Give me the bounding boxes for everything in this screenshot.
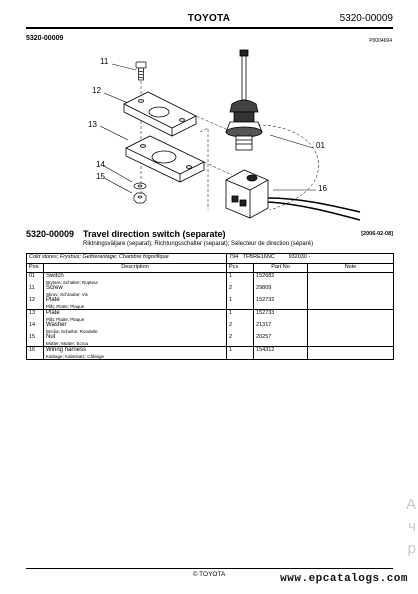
header-note: Note bbox=[308, 264, 394, 273]
row-note bbox=[308, 310, 394, 323]
row-qty: 2 bbox=[227, 334, 254, 347]
rows-block-c bbox=[27, 347, 394, 360]
row-translations: Mutter; Mutter; Ecrou bbox=[46, 341, 89, 346]
row-part-no: 154312 bbox=[254, 347, 308, 360]
row-name: Wiring harness bbox=[46, 347, 87, 353]
row-note bbox=[308, 297, 394, 310]
row-name: Plate bbox=[46, 310, 60, 316]
header-qty: Pcs bbox=[227, 264, 254, 273]
row-translations: Bricka; Scheibe; Rondelle bbox=[46, 329, 98, 334]
row-pos: 13 bbox=[27, 310, 44, 323]
callout-12: 12 bbox=[92, 86, 101, 95]
row-desc bbox=[44, 322, 227, 334]
group-row bbox=[27, 254, 394, 264]
callout-16: 16 bbox=[318, 184, 327, 193]
revision-date: [2006-02-08] bbox=[361, 231, 393, 237]
upper-plate-part bbox=[124, 92, 196, 136]
row-name: Plate bbox=[46, 297, 60, 303]
exploded-diagram bbox=[0, 45, 418, 225]
row-translations: Plåt; Platte; Plaque bbox=[46, 304, 85, 309]
ghost-letter: ч bbox=[408, 518, 416, 535]
picture-reference: P0004694 bbox=[369, 38, 392, 44]
row-qty: 1 bbox=[227, 273, 254, 286]
screw-part bbox=[136, 62, 146, 80]
row-note bbox=[308, 334, 394, 347]
ghost-letter: р bbox=[407, 540, 416, 557]
group-info bbox=[227, 254, 394, 264]
callout-15: 15 bbox=[96, 172, 105, 181]
parts-table bbox=[26, 253, 394, 360]
page-number: 5320-00009 bbox=[339, 13, 393, 24]
row-qty: 2 bbox=[227, 285, 254, 297]
title-translations: Riktningsväljare (separat); Richtungsschalter (separat); Sélecteur de direction (séparé) bbox=[83, 241, 314, 247]
header-description: Description bbox=[44, 264, 227, 273]
table-row bbox=[27, 322, 394, 334]
row-pos: 16 bbox=[27, 347, 44, 360]
row-translations: Kablage; Kabelsatz; Câblage bbox=[46, 354, 105, 359]
row-note bbox=[308, 347, 394, 360]
row-translations: Plåt; Platte; Plaque bbox=[46, 317, 85, 322]
row-part-no: 29809 bbox=[254, 285, 308, 297]
model-code: TFBRE16NC bbox=[242, 254, 275, 260]
part-group-code: 5320-00009 bbox=[26, 229, 75, 239]
row-part-no: 152733 bbox=[254, 310, 308, 323]
rows-block-a bbox=[27, 273, 394, 310]
header-rule bbox=[26, 27, 393, 29]
row-note bbox=[308, 322, 394, 334]
wiring-harness-part bbox=[226, 170, 360, 220]
row-qty: 1 bbox=[227, 297, 254, 310]
row-pos: 01 bbox=[27, 273, 44, 286]
callout-11: 11 bbox=[100, 57, 109, 66]
row-qty: 1 bbox=[227, 310, 254, 323]
row-desc bbox=[44, 347, 227, 360]
row-name: Screw bbox=[46, 285, 63, 291]
table-row bbox=[27, 334, 394, 347]
group-code: 794 bbox=[229, 254, 239, 260]
row-name: Switch bbox=[46, 273, 64, 279]
footer-rule bbox=[26, 568, 393, 569]
group-name: Cold stores; Fryshus; Gefrieranlage; Chambre frigorifique bbox=[27, 254, 227, 264]
row-part-no: 152732 bbox=[254, 297, 308, 310]
section-code: 5320-00009 bbox=[26, 35, 64, 42]
row-desc bbox=[44, 334, 227, 347]
row-note bbox=[308, 273, 394, 286]
copyright: © TOYOTA bbox=[192, 571, 226, 578]
row-pos: 15 bbox=[27, 334, 44, 347]
lower-plate-part bbox=[126, 136, 204, 182]
row-name: Washer bbox=[46, 322, 67, 328]
header-pos: Pos bbox=[27, 264, 44, 273]
header-part-no: Part No bbox=[254, 264, 308, 273]
watermark-url[interactable]: www.epcatalogs.com bbox=[280, 573, 408, 585]
row-part-no: 21317 bbox=[254, 322, 308, 334]
callout-13: 13 bbox=[88, 120, 97, 129]
row-desc bbox=[44, 297, 227, 310]
rows-block-b bbox=[27, 310, 394, 347]
table-row bbox=[27, 310, 394, 323]
table-row bbox=[27, 297, 394, 310]
table-row bbox=[27, 285, 394, 297]
row-qty: 2 bbox=[227, 322, 254, 334]
callout-14: 14 bbox=[96, 160, 105, 169]
row-name: Nut bbox=[46, 334, 56, 340]
row-desc bbox=[44, 285, 227, 297]
nut-part bbox=[134, 193, 146, 203]
row-translations: Skruv; Schraube; Vis bbox=[46, 292, 88, 297]
brand-title: TOYOTA bbox=[187, 13, 231, 24]
row-desc bbox=[44, 273, 227, 286]
table-row bbox=[27, 273, 394, 286]
row-pos: 12 bbox=[27, 297, 44, 310]
ghost-letter: A bbox=[405, 496, 416, 513]
row-part-no: 20257 bbox=[254, 334, 308, 347]
part-group-title: Travel direction switch (separate) bbox=[83, 229, 226, 239]
row-note bbox=[308, 285, 394, 297]
callout-01: 01 bbox=[316, 141, 325, 150]
row-desc bbox=[44, 310, 227, 323]
switch-part bbox=[226, 50, 262, 150]
washer-part bbox=[134, 183, 146, 189]
row-pos: 11 bbox=[27, 285, 44, 297]
row-qty: 1 bbox=[227, 347, 254, 360]
row-translations: Brytare; Schalter; Rupteur bbox=[46, 280, 99, 285]
table-row bbox=[27, 347, 394, 360]
row-part-no: 152682 bbox=[254, 273, 308, 286]
row-pos: 14 bbox=[27, 322, 44, 334]
serial-range: 932030 - bbox=[288, 254, 311, 260]
header-row bbox=[27, 264, 394, 273]
